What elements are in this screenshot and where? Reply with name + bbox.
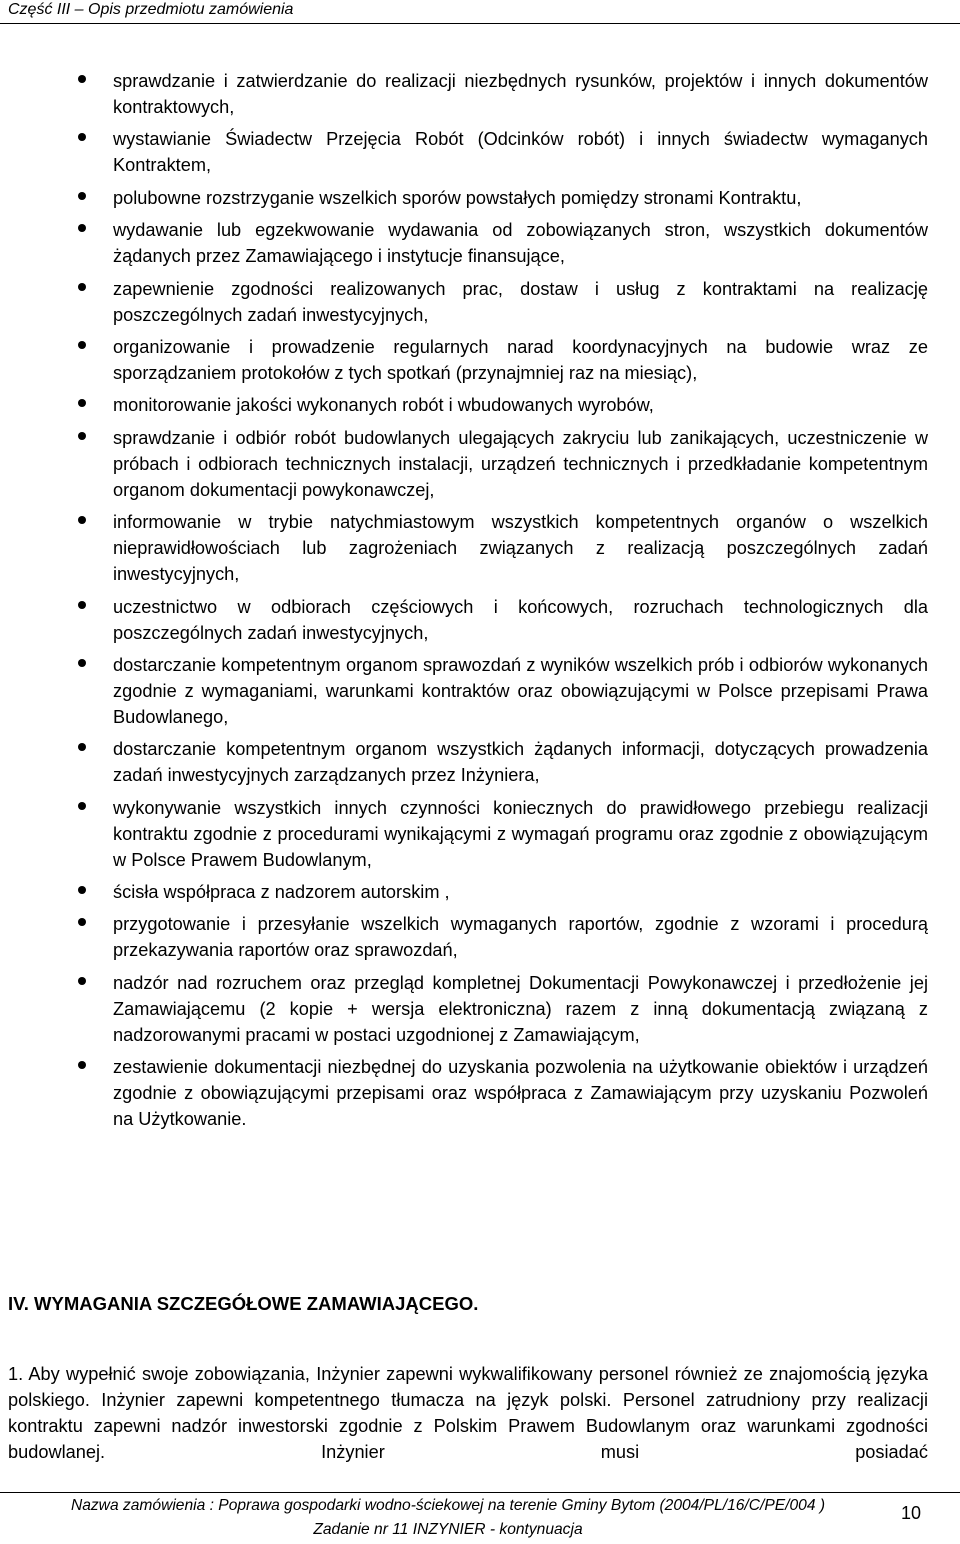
list-item-text: wystawianie Świadectw Przejęcia Robót (Odcinków robót) i innych świadectw wymaganych Kontraktem, (113, 129, 928, 176)
list-item-text: ścisła współpraca z nadzorem autorskim , (113, 882, 450, 903)
header-divider (0, 23, 960, 24)
list-item-text: zapewnienie zgodności realizowanych prac, dostaw i usług z kontraktami na realizację poszczególnych zadań inwestycyjnych, (113, 278, 928, 325)
bullet-icon (78, 977, 86, 985)
list-item (0, 795, 960, 873)
list-item-text: informowanie w trybie natychmiastowym wszystkich kompetentnych organów o wszelkich nieprawidłowościach lub zagrożeniach związanych z realizacją poszczególnych zadań inwestycyjnych, (113, 512, 928, 585)
list-item (0, 334, 960, 386)
list-item (0, 68, 960, 120)
list-item (0, 879, 960, 905)
list-item-text: wydawanie lub egzekwowanie wydawania od zobowiązanych stron, wszystkich dokumentów żądanych przez Zamawiającego i instytucje finansujące, (113, 220, 928, 267)
list-item (0, 126, 960, 178)
list-item (0, 425, 960, 503)
list-item (0, 1054, 960, 1132)
list-item-text: organizowanie i prowadzenie regularnych narad koordynacyjnych na budowie wraz ze sporządzaniem protokołów z tych spotkań (przynajmniej raz na miesiąc), (113, 336, 928, 383)
footer-task-number: Zadanie nr 11 INZYNIER - kontynuacja (313, 1521, 583, 1538)
list-item (0, 509, 960, 587)
list-item-text: monitorowanie jakości wykonanych robót i wbudowanych wyrobów, (113, 395, 654, 416)
bullet-icon (78, 886, 86, 894)
list-item (0, 652, 960, 730)
section-heading: IV. WYMAGANIA SZCZEGÓŁOWE ZAMAWIAJĄCEGO. (8, 1293, 479, 1314)
bullet-icon (78, 283, 86, 291)
bullet-icon (78, 133, 86, 141)
list-item-text: dostarczanie kompetentnym organom wszystkich żądanych informacji, dotyczących prowadzenia zadań inwestycyjnych zarządzanych przez Inżyniera, (113, 739, 928, 786)
list-item-text: zestawienie dokumentacji niezbędnej do uzyskania pozwolenia na użytkowanie obiektów i urządzeń zgodnie z obowiązującymi przepisami oraz współpraca z Zamawiającym przy uzyskaniu Pozwoleń na Użytkowanie. (113, 1057, 928, 1130)
bullet-icon (78, 516, 86, 524)
list-item-text: sprawdzanie i zatwierdzanie do realizacji niezbędnych rysunków, projektów i innych dokumentów kontraktowych, (113, 71, 928, 117)
list-item (0, 970, 960, 1048)
bullet-icon (78, 743, 86, 751)
list-item (0, 217, 960, 269)
list-item-text: polubowne rozstrzyganie wszelkich sporów powstałych pomiędzy stronami Kontraktu, (113, 187, 802, 208)
list-item (0, 736, 960, 788)
duties-list (0, 68, 960, 1139)
list-item-text: przygotowanie i przesyłanie wszelkich wymaganych raportów, zgodnie z wzorami i procedurą przekazywania raportów oraz sprawozdań, (113, 914, 928, 961)
bullet-icon (78, 224, 86, 232)
list-item (0, 276, 960, 328)
list-item (0, 911, 960, 963)
list-item-text: wykonywanie wszystkich innych czynności koniecznych do prawidłowego przebiegu realizacji kontraktu zgodnie z procedurami wynikającymi z wymagań programu oraz zgodnie z obowiązującym w Polsce Prawem Budowlanym, (113, 797, 928, 870)
bullet-icon (78, 1061, 86, 1069)
list-item (0, 594, 960, 646)
bullet-icon (78, 802, 86, 810)
list-item (0, 392, 960, 418)
footer-divider (0, 1492, 960, 1493)
bullet-icon (78, 341, 86, 349)
bullet-icon (78, 432, 86, 440)
requirements-paragraph: 1. Aby wypełnić swoje zobowiązania, Inżynier zapewni wykwalifikowany personel również ze znajomością języka polskiego. Inżynier zapewni kompetentnego tłumacza na język polski. Personel zatrudniony przy realizacji kontraktu zapewni nadzór inwestorski zgodnie z Polskim Prawem Budowlanym oraz warunkami zgodności budowlanej. Inżynier musi posiadać (8, 1364, 928, 1462)
list-item-text: nadzór nad rozruchem oraz przegląd kompletnej Dokumentacji Powykonawczej i przedłożenie jej Zamawiającemu (2 kopie + wersja elektroniczna) razem z inną dokumentacją związaną z nadzorowanymi pracami w postaci uzgodnionej z Zamawiającym, (113, 972, 928, 1045)
page-number: 10 (901, 1503, 922, 1523)
page-header: Część III – Opis przedmiotu zamówienia (8, 1, 294, 18)
footer-contract-name: Nazwa zamówienia : Poprawa gospodarki wodno-ściekowej na terenie Gminy Bytom (2004/PL/16/C/PE/004 ) (70, 1497, 826, 1514)
bullet-icon (78, 601, 86, 609)
list-item (0, 185, 960, 211)
list-item-text: sprawdzanie i odbiór robót budowlanych ulegających zakryciu lub zanikających, uczestniczenie w próbach i odbiorach technicznych instalacji, urządzeń technicznych i przedkładanie kompetentnym organom dokumentacji powykonawczej, (113, 427, 928, 500)
bullet-icon (78, 75, 86, 83)
bullet-icon (78, 192, 86, 200)
bullet-icon (78, 918, 86, 926)
bullet-icon (78, 659, 86, 667)
list-item-text: uczestnictwo w odbiorach częściowych i końcowych, rozruchach technologicznych dla poszczególnych zadań inwestycyjnych, (113, 596, 928, 643)
bullet-icon (78, 399, 86, 407)
list-item-text: dostarczanie kompetentnym organom sprawozdań z wyników wszelkich prób i odbiorów wykonanych zgodnie z wymaganiami, warunkami kontraktów oraz obowiązującymi w Polsce przepisami Prawa Budowlanego, (113, 654, 928, 727)
page-footer (8, 1494, 888, 1542)
